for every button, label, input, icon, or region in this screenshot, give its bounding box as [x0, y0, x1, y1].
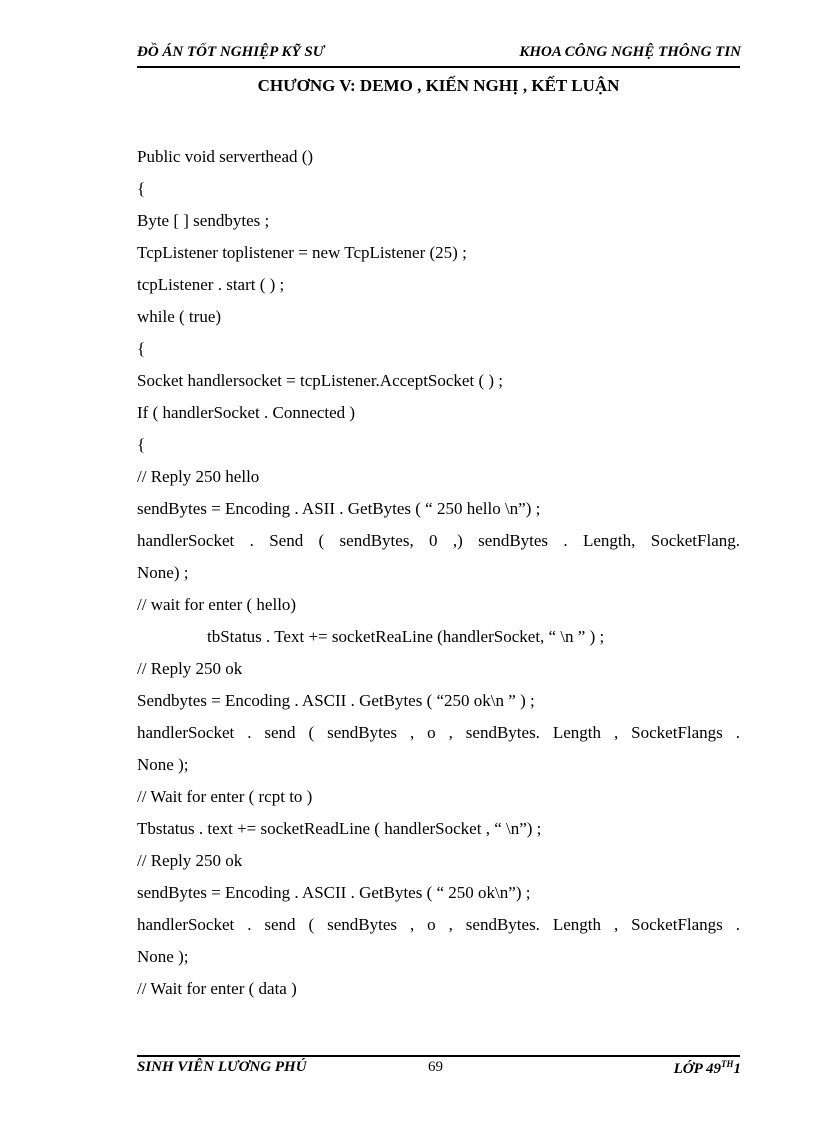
code-line: Byte [ ] sendbytes ; — [137, 211, 270, 230]
code-line: { — [137, 179, 146, 198]
code-line: None) ; — [137, 563, 189, 582]
code-line: None ); — [137, 947, 189, 966]
code-line: // Reply 250 hello — [137, 467, 260, 486]
footer-class-superscript: TH — [721, 1059, 734, 1069]
code-line: If ( handlerSocket . Connected ) — [137, 403, 356, 422]
code-listing — [137, 141, 740, 1005]
footer-divider — [137, 1055, 740, 1057]
header-left-text: ĐỒ ÁN TỐT NGHIỆP KỸ SƯ — [137, 44, 325, 60]
code-line: sendBytes = Encoding . ASII . GetBytes ( “ 250 hello \n”) ; — [137, 499, 541, 518]
code-line: Socket handlersocket = tcpListener.AcceptSocket ( ) ; — [137, 371, 503, 390]
code-line: while ( true) — [137, 307, 222, 326]
code-line: { — [137, 435, 146, 454]
code-line: None ); — [137, 755, 189, 774]
code-line: // wait for enter ( hello) — [137, 595, 297, 614]
footer-author: SINH VIÊN LƯƠNG PHÚ — [137, 1059, 307, 1075]
code-line: // Wait for enter ( rcpt to ) — [137, 787, 313, 806]
code-line: sendBytes = Encoding . ASCII . GetBytes ( “ 250 ok\n”) ; — [137, 883, 531, 902]
code-line: tbStatus . Text += socketReaLine (handlerSocket, “ \n ” ) ; — [207, 627, 605, 646]
code-line: Public void serverthead () — [137, 147, 314, 166]
page-number: 69 — [428, 1059, 443, 1075]
footer-class-prefix: LỚP 49 — [673, 1061, 721, 1077]
footer-class-suffix: 1 — [733, 1061, 741, 1077]
header-divider — [137, 66, 740, 68]
chapter-title: CHƯƠNG V: DEMO , KIẾN NGHỊ , KẾT LUẬN — [257, 76, 620, 95]
code-line: Tbstatus . text += socketReadLine ( handlerSocket , “ \n”) ; — [137, 819, 542, 838]
code-line: // Reply 250 ok — [137, 659, 243, 678]
code-line: // Reply 250 ok — [137, 851, 243, 870]
code-line: handlerSocket . send ( sendBytes , o , sendBytes. Length , SocketFlangs . — [137, 915, 740, 934]
code-line: handlerSocket . send ( sendBytes , o , sendBytes. Length , SocketFlangs . — [137, 723, 740, 742]
code-line: handlerSocket . Send ( sendBytes, 0 ,) sendBytes . Length, SocketFlang. — [137, 531, 740, 550]
code-line: Sendbytes = Encoding . ASCII . GetBytes ( “250 ok\n ” ) ; — [137, 691, 535, 710]
header-right-text: KHOA CÔNG NGHỆ THÔNG TIN — [519, 44, 741, 60]
code-line: { — [137, 339, 146, 358]
footer-class — [674, 1059, 741, 1078]
code-line: TcpListener toplistener = new TcpListener (25) ; — [137, 243, 467, 262]
code-line: tcpListener . start ( ) ; — [137, 275, 285, 294]
code-line: // Wait for enter ( data ) — [137, 979, 297, 998]
